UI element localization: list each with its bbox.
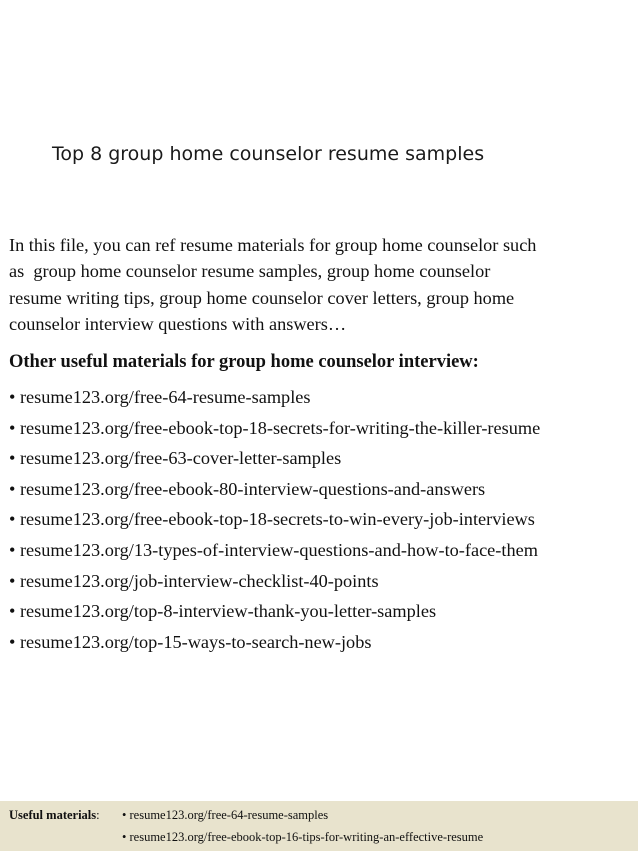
- footer-label-text: Useful materials: [9, 808, 97, 822]
- materials-link[interactable]: • resume123.org/job-interview-checklist-40-points: [9, 570, 379, 591]
- materials-link[interactable]: • resume123.org/free-63-cover-letter-samples: [9, 448, 342, 469]
- intro-line: In this file, you can ref resume materials for group home counselor such: [9, 235, 537, 255]
- footer-label-colon: :: [96, 808, 100, 822]
- materials-link-list: [9, 382, 540, 657]
- materials-link[interactable]: • resume123.org/top-15-ways-to-search-new-jobs: [9, 631, 372, 652]
- intro-paragraph: [9, 232, 631, 337]
- intro-line: counselor interview questions with answers…: [9, 313, 347, 334]
- materials-link[interactable]: • resume123.org/13-types-of-interview-questions-and-how-to-face-them: [9, 539, 538, 560]
- footer-label: [9, 808, 100, 823]
- materials-heading: Other useful materials for group home counselor interview:: [9, 352, 479, 372]
- footer-link[interactable]: • resume123.org/free-64-resume-samples: [122, 808, 329, 822]
- footer-link[interactable]: • resume123.org/free-ebook-top-16-tips-for-writing-an-effective-resume: [122, 830, 484, 844]
- materials-link[interactable]: • resume123.org/top-8-interview-thank-you-letter-samples: [9, 601, 437, 622]
- intro-line: resume writing tips, group home counselor cover letters, group home: [9, 287, 515, 308]
- materials-link[interactable]: • resume123.org/free-ebook-top-18-secrets-for-writing-the-killer-resume: [9, 417, 541, 438]
- materials-link[interactable]: • resume123.org/free-ebook-top-18-secrets-to-win-every-job-interviews: [9, 509, 535, 530]
- intro-line: as group home counselor resume samples, group home counselor: [9, 261, 491, 282]
- page-title: Top 8 group home counselor resume samples: [52, 143, 485, 165]
- footer-bar: [0, 801, 638, 851]
- materials-link[interactable]: • resume123.org/free-ebook-80-interview-questions-and-answers: [9, 478, 486, 499]
- materials-link[interactable]: • resume123.org/free-64-resume-samples: [9, 387, 311, 407]
